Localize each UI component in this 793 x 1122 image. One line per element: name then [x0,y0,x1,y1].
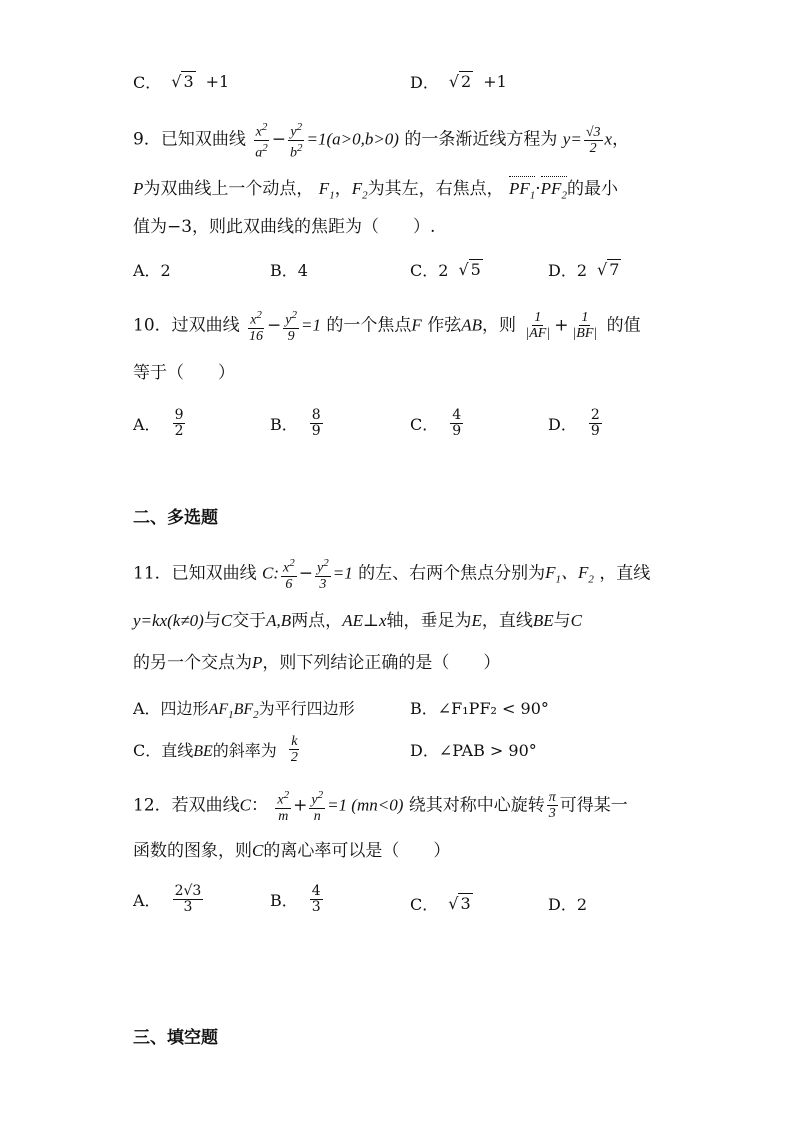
q10-option-a: A． $\frac{9}{2}$ [133,407,184,439]
q9-line1: 9．已知双曲线 $\frac{x^2}{a^2}$ − $\frac{y^2}{b^2}$ =1(a>0,b>0) 的一条渐近线方程为 y= $\frac{√3}{2}$ x， [133,121,630,161]
q9-option-b: B．4 [270,261,308,280]
q12-line1: 12．若双曲线C： $\frac{x^2}{m}$ + $\frac{y^2}{n}$ =1 (mn<0) 绕其对称中心旋转 $\frac{\pi}{3}$ 可得某一 [133,789,628,824]
q11-line2: y=kx(k≠0)与C交于A,B两点，AE⊥x轴，垂足为E，直线BE与C [133,611,583,631]
q11-line1: 11．已知双曲线 C: $\frac{x^2}{6}$ − $\frac{y^2}{3}$ =1 的左、右两个焦点分别为$F_1$、$F_2$ ，直线 [133,557,651,592]
q10-line1: 10．过双曲线 $\frac{x^2}{16}$ − $\frac{y^2}{9}$ =1 的一个焦点F 作弦AB，则 $\frac{1}{|AF|}$ + $\frac{1}{|BF|}$ 的值 [133,309,641,344]
q10-line2: 等于（ ） [133,363,235,383]
section-heading-multi-choice: 二、多选题 [133,508,218,528]
q11-option-c: C．直线BE的斜率为 $\frac{k}{2}$ [133,734,298,765]
q11-option-b: B．∠F₁PF₂ < 90° [410,699,549,718]
q11-option-d: D．∠PAB > 90° [410,741,537,760]
q10-option-c: C． $\frac{4}{9}$ [410,407,462,439]
q12-option-b: B． $\frac{4}{3}$ [270,883,321,915]
q11-option-a: A．四边形$AF_1BF_2$为平行四边形 [133,699,355,722]
q9-line3: 值为−3，则此双曲线的焦距为（ ）. [133,217,436,237]
q9-option-a: A．2 [133,261,171,280]
q10-option-b: B． $\frac{8}{9}$ [270,407,321,439]
q9-option-d: D．2 √ 7 [548,260,620,280]
q9-line2: P为双曲线上一个动点， $F_1$，$F_2$为其左，右焦点， $PF_1\cdot PF_2$的最小 [133,176,618,206]
q12-option-a: A． $\frac{2√3}{3}$ [133,883,202,915]
q12-option-d: D．2 [548,895,588,914]
q11-line3: 的另一个交点为P，则下列结论正确的是（ ） [133,653,501,673]
q12-line2: 函数的图象，则C的离心率可以是（ ） [133,841,451,861]
q12-option-c: C． √ 3 [410,894,471,914]
q9-option-c: C．2 √ 5 [410,260,481,280]
q10-option-d: D． $\frac{2}{9}$ [548,407,600,439]
q8-option-c: C． √ 3 +1 [133,72,230,92]
section-heading-fill-in: 三、填空题 [133,1028,218,1048]
q8-option-d: D． √ 2 +1 [410,72,507,92]
